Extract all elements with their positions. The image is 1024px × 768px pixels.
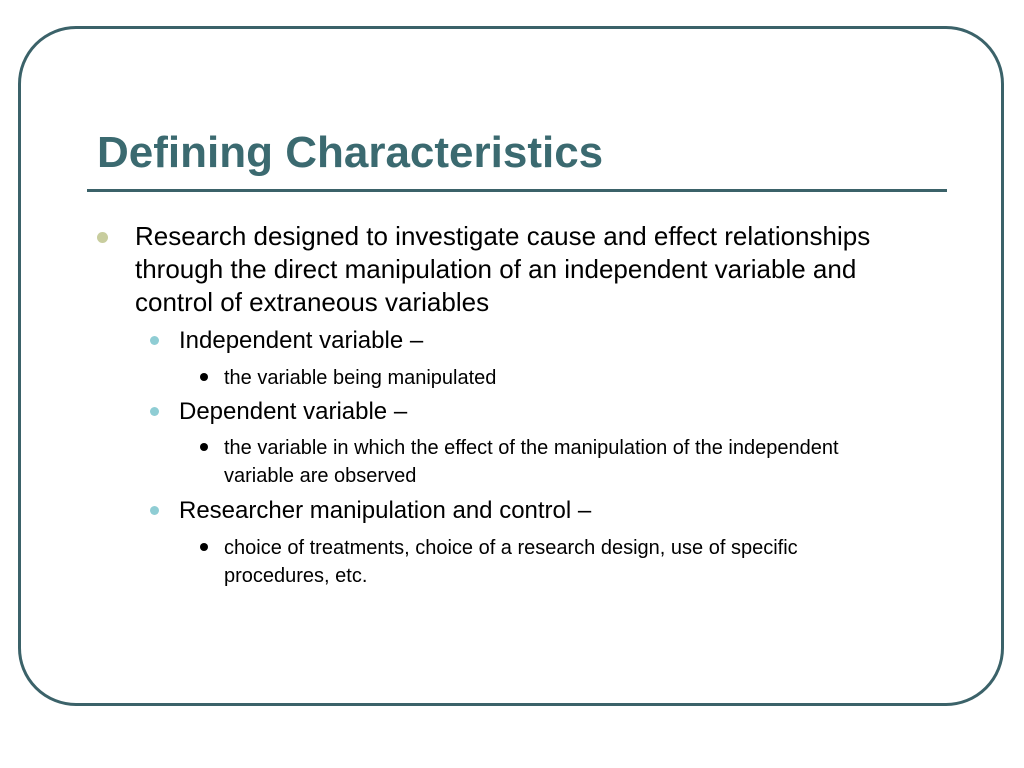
sub-bullet-text: Researcher manipulation and control – <box>179 497 592 524</box>
level3-bullet-icon <box>200 373 208 381</box>
detail-bullet-text: the variable being manipulated <box>224 367 497 389</box>
level1-bullet-icon <box>97 232 108 243</box>
level3-bullet-icon <box>200 543 208 551</box>
level2-bullet-icon <box>150 407 159 416</box>
main-bullet-text: Research designed to investigate cause and effect relationships through the direct manipulation of an independent variable and control of extraneous variables <box>135 221 871 317</box>
slide-title: Defining Characteristics <box>97 128 604 177</box>
level3-bullet-icon <box>200 443 208 451</box>
level2-bullet-icon <box>150 506 159 515</box>
sub-bullet-text: Independent variable – <box>179 327 424 354</box>
sub-bullet-text: Dependent variable – <box>179 398 408 425</box>
detail-bullet-text: the variable in which the effect of the manipulation of the independent variable are observed <box>224 437 839 487</box>
level2-bullet-icon <box>150 336 159 345</box>
title-underline <box>87 189 947 192</box>
detail-bullet-text: choice of treatments, choice of a research design, use of specific procedures, etc. <box>224 537 798 587</box>
